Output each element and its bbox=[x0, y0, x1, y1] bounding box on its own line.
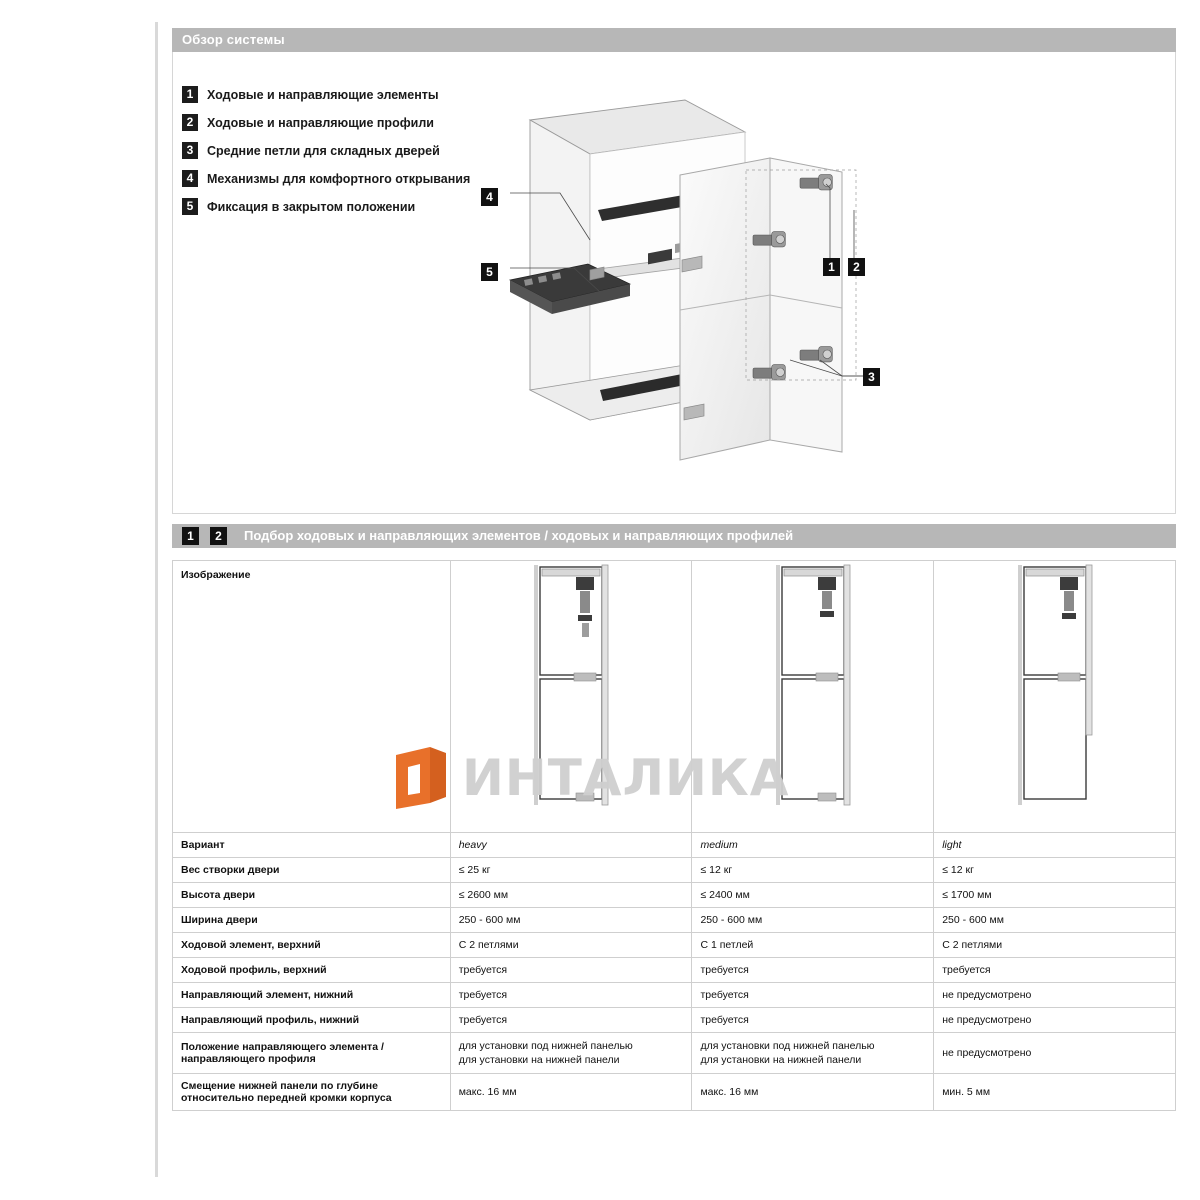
legend-item bbox=[182, 110, 512, 135]
cell-variant-light: light bbox=[934, 833, 1176, 858]
cell-guide-element-bottom-medium: требуется bbox=[692, 983, 934, 1008]
legend-item bbox=[182, 82, 512, 107]
cell-image-light bbox=[934, 561, 1176, 833]
system-overview-illustration bbox=[470, 60, 910, 480]
table-row-door-weight bbox=[173, 858, 1176, 883]
section-selection-header bbox=[172, 524, 1176, 548]
cell-line: для установки под нижней панелью bbox=[700, 1040, 875, 1052]
row-header-image: Изображение bbox=[173, 561, 451, 833]
callout-2: 2 bbox=[848, 258, 865, 276]
legend-item bbox=[182, 194, 512, 219]
cell-guide-position-light bbox=[934, 1033, 1176, 1074]
cell-running-gear-top-medium: С 1 петлей bbox=[692, 933, 934, 958]
cell-variant-heavy: heavy bbox=[450, 833, 692, 858]
cell-image-heavy bbox=[450, 561, 692, 833]
cell-door-width-heavy: 250 - 600 мм bbox=[450, 908, 692, 933]
legend-label: Механизмы для комфортного открывания bbox=[207, 171, 471, 186]
door-diagram-heavy-svg bbox=[506, 561, 636, 811]
legend-item bbox=[182, 138, 512, 163]
watermark-text: ИНТАЛИКА bbox=[462, 749, 790, 807]
cell-guide-position-medium bbox=[692, 1033, 934, 1074]
table-row-variant bbox=[173, 833, 1176, 858]
table-row-guide-position bbox=[173, 1033, 1176, 1074]
section-selection-title: Подбор ходовых и направляющих элементов / ходовых и направляющих профилей bbox=[244, 528, 794, 543]
legend-label: Ходовые и направляющие элементы bbox=[207, 87, 439, 102]
cell-guide-profile-bottom-light: не предусмотрено bbox=[934, 1008, 1176, 1033]
cell-line: для установки под нижней панелью bbox=[458, 1040, 633, 1052]
legend-number: 1 bbox=[182, 86, 198, 103]
cell-running-gear-top-heavy: С 2 петлями bbox=[450, 933, 692, 958]
section-badge-2: 2 bbox=[210, 527, 227, 545]
row-header-guide-element-bottom: Направляющий элемент, нижний bbox=[173, 983, 451, 1008]
cell-bottom-panel-offset-medium: макс. 16 мм bbox=[692, 1074, 934, 1111]
table-row-running-gear-top bbox=[173, 933, 1176, 958]
callout-1: 1 bbox=[823, 258, 840, 276]
legend-item bbox=[182, 166, 512, 191]
table-row-running-profile-top bbox=[173, 958, 1176, 983]
table-row-door-width bbox=[173, 908, 1176, 933]
table-row-bottom-panel-offset bbox=[173, 1074, 1176, 1111]
overview-legend bbox=[182, 82, 512, 222]
legend-label: Фиксация в закрытом положении bbox=[207, 199, 416, 214]
callout-4: 4 bbox=[481, 188, 498, 206]
row-header-guide-position: Положение направляющего элемента / направляющего профиля bbox=[173, 1033, 451, 1074]
door-diagram-light-svg bbox=[990, 561, 1120, 811]
cell-door-weight-light: ≤ 12 кг bbox=[934, 858, 1176, 883]
row-header-running-profile-top: Ходовой профиль, верхний bbox=[173, 958, 451, 983]
cell-image-medium bbox=[692, 561, 934, 833]
cell-variant-medium: medium bbox=[692, 833, 934, 858]
cell-line: не предусмотрено bbox=[942, 1047, 1032, 1060]
table-row-guide-element-bottom bbox=[173, 983, 1176, 1008]
row-header-running-gear-top: Ходовой элемент, верхний bbox=[173, 933, 451, 958]
legend-number: 4 bbox=[182, 170, 198, 187]
cell-line: для установки на нижней панели bbox=[458, 1054, 620, 1067]
cell-running-gear-top-light: С 2 петлями bbox=[934, 933, 1176, 958]
cell-bottom-panel-offset-heavy: макс. 16 мм bbox=[450, 1074, 692, 1111]
row-header-door-width: Ширина двери bbox=[173, 908, 451, 933]
table-row-image bbox=[173, 561, 1176, 833]
cabinet-isometric-svg bbox=[470, 60, 910, 480]
row-header-door-height: Высота двери bbox=[173, 883, 451, 908]
cell-door-weight-heavy: ≤ 25 кг bbox=[450, 858, 692, 883]
row-header-guide-profile-bottom: Направляющий профиль, нижний bbox=[173, 1008, 451, 1033]
section-overview-title: Обзор системы bbox=[172, 28, 1176, 52]
cell-door-height-medium: ≤ 2400 мм bbox=[692, 883, 934, 908]
callout-3: 3 bbox=[863, 368, 880, 386]
cell-door-weight-medium: ≤ 12 кг bbox=[692, 858, 934, 883]
legend-label: Ходовые и направляющие профили bbox=[207, 115, 434, 130]
section-badge-1: 1 bbox=[182, 527, 199, 545]
row-header-bottom-panel-offset: Смещение нижней панели по глубине относительно передней кромки корпуса bbox=[173, 1074, 451, 1111]
selection-table bbox=[172, 560, 1176, 1111]
table-row-guide-profile-bottom bbox=[173, 1008, 1176, 1033]
cell-running-profile-top-heavy: требуется bbox=[450, 958, 692, 983]
legend-label: Средние петли для складных дверей bbox=[207, 143, 440, 158]
row-header-variant: Вариант bbox=[173, 833, 451, 858]
cell-guide-position-heavy bbox=[450, 1033, 692, 1074]
legend-number: 3 bbox=[182, 142, 198, 159]
callout-5: 5 bbox=[481, 263, 498, 281]
legend-number: 2 bbox=[182, 114, 198, 131]
cell-running-profile-top-medium: требуется bbox=[692, 958, 934, 983]
table-row-door-height bbox=[173, 883, 1176, 908]
cell-door-height-light: ≤ 1700 мм bbox=[934, 883, 1176, 908]
cell-line: для установки на нижней панели bbox=[700, 1054, 862, 1067]
door-diagram-medium-svg bbox=[748, 561, 878, 811]
cell-guide-element-bottom-light: не предусмотрено bbox=[934, 983, 1176, 1008]
cell-guide-profile-bottom-heavy: требуется bbox=[450, 1008, 692, 1033]
row-header-door-weight: Вес створки двери bbox=[173, 858, 451, 883]
cell-door-width-medium: 250 - 600 мм bbox=[692, 908, 934, 933]
cell-guide-element-bottom-heavy: требуется bbox=[450, 983, 692, 1008]
cell-bottom-panel-offset-light: мин. 5 мм bbox=[934, 1074, 1176, 1111]
cell-door-width-light: 250 - 600 мм bbox=[934, 908, 1176, 933]
cell-running-profile-top-light: требуется bbox=[934, 958, 1176, 983]
legend-number: 5 bbox=[182, 198, 198, 215]
cell-door-height-heavy: ≤ 2600 мм bbox=[450, 883, 692, 908]
left-vertical-rule bbox=[155, 22, 158, 1177]
cell-guide-profile-bottom-medium: требуется bbox=[692, 1008, 934, 1033]
